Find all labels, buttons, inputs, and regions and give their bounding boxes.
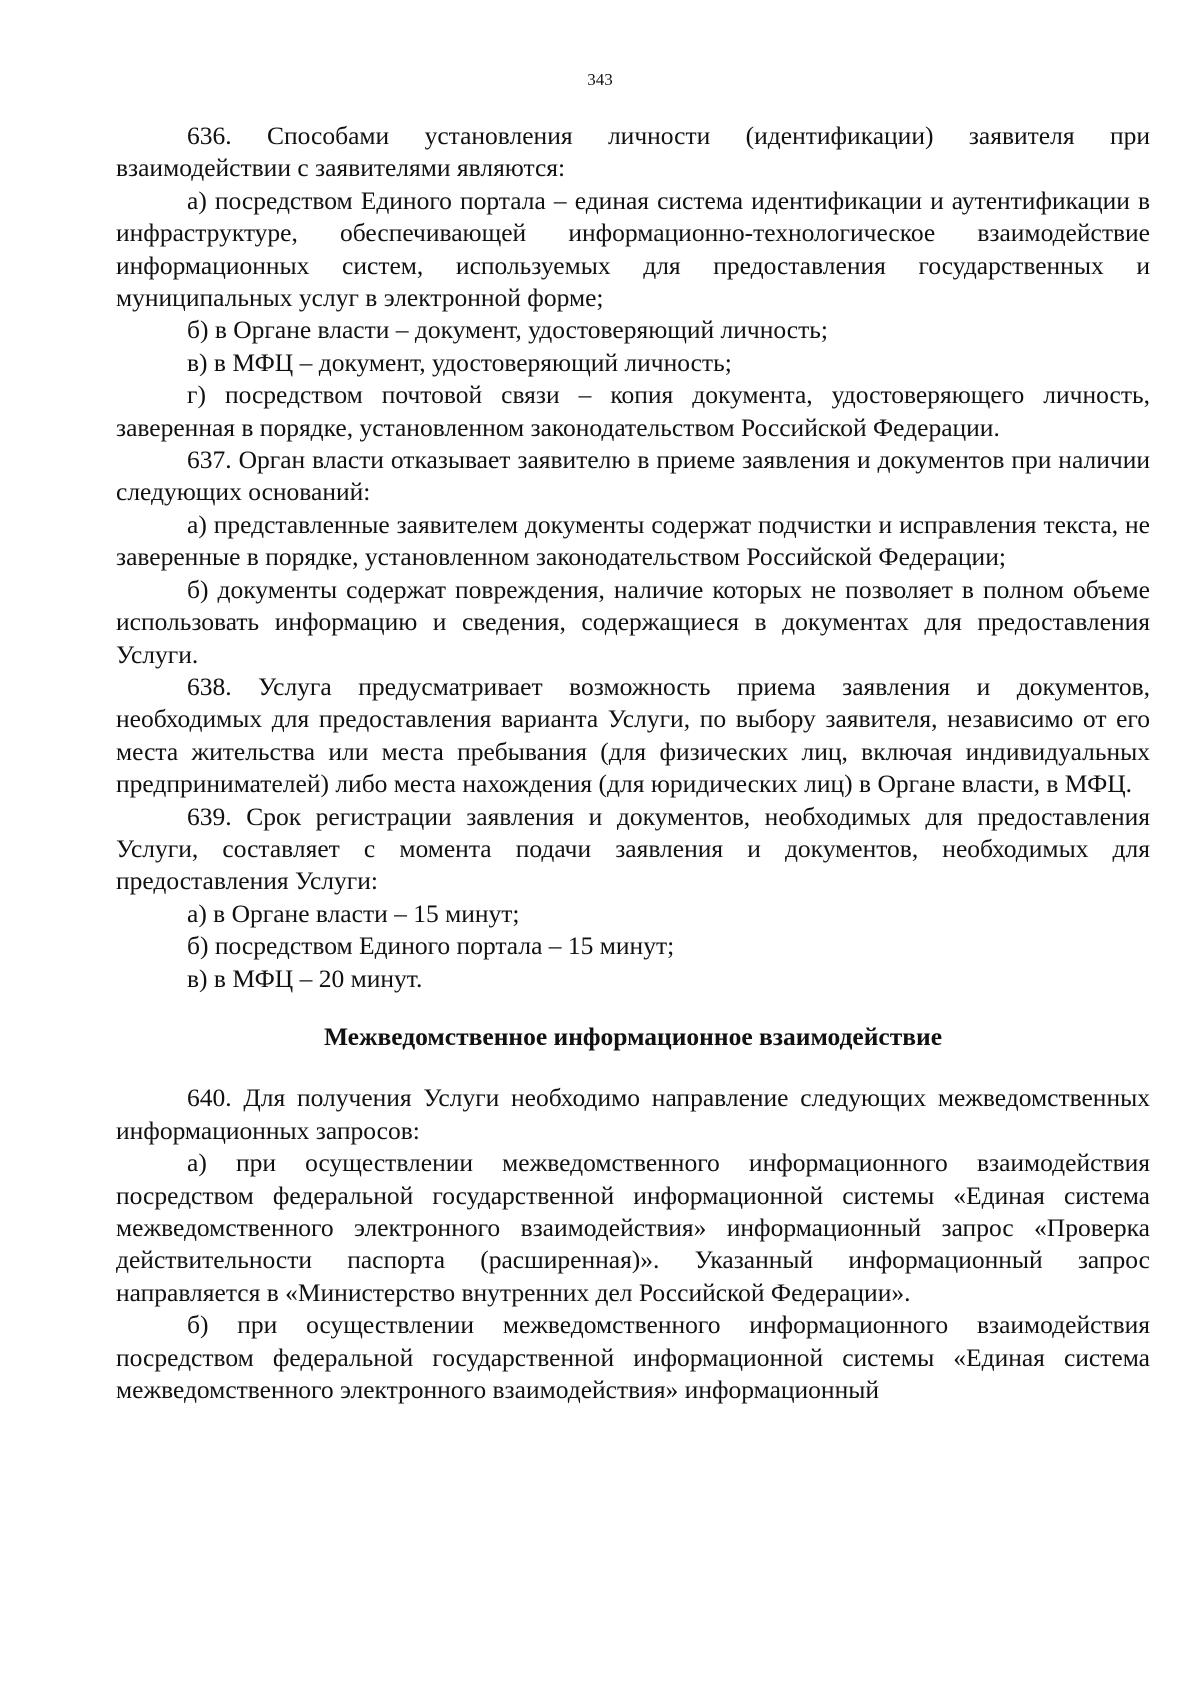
paragraph-636-a: а) посредством Единого портала – единая система идентификации и аутентификации в инфраструктуре, обеспечивающей информационно-технологическое взаимодействие информационных систем, используемых для предоставления государственных и муниципальных услуг в электронной форме; xyxy=(116,185,1150,313)
paragraph-639-b: б) посредством Единого портала – 15 минут; xyxy=(187,931,675,961)
paragraph-636-v: в) в МФЦ – документ, удостоверяющий личность; xyxy=(187,347,732,377)
paragraph-637-b: б) документы содержат повреждения, наличие которых не позволяет в полном объеме использовать информацию и сведения, содержащиеся в документах для предоставления Услуги. xyxy=(116,574,1150,669)
section-heading: Межведомственное информационное взаимодействие xyxy=(323,1021,943,1051)
paragraph-636-g: г) посредством почтовой связи – копия документа, удостоверяющего личность, заверенная в порядке, установленном законодательством Российской Федерации. xyxy=(116,380,1150,442)
paragraph-636: 636. Способами установления личности (идентификации) заявителя при взаимодействии с заявителями являются: xyxy=(116,121,1150,183)
page-number: 343 xyxy=(587,70,613,89)
paragraph-637: 637. Орган власти отказывает заявителю в приеме заявления и документов при наличии следующих оснований: xyxy=(116,445,1150,507)
paragraph-638: 638. Услуга предусматривает возможность приема заявления и документов, необходимых для предоставления варианта Услуги, по выбору заявителя, независимо от его места жительства или места пребывания (для физических лиц, включая индивидуальных предпринимателей) либо места нахождения (для юридических лиц) в Органе власти, в МФЦ. xyxy=(116,671,1150,799)
paragraph-639: 639. Срок регистрации заявления и документов, необходимых для предоставления Услуги, составляет с момента подачи заявления и документов, необходимых для предоставления Услуги: xyxy=(116,801,1150,896)
paragraph-640-b: б) при осуществлении межведомственного информационного взаимодействия посредством федеральной государственной информационной системы «Единая система межведомственного электронного взаимодействия» информационный xyxy=(116,1310,1150,1405)
paragraph-636-b: б) в Органе власти – документ, удостоверяющий личность; xyxy=(187,315,828,345)
document-body xyxy=(116,120,1150,1406)
paragraph-640: 640. Для получения Услуги необходимо направление следующих межведомственных информационных запросов: xyxy=(116,1083,1150,1145)
paragraph-639-v: в) в МФЦ – 20 минут. xyxy=(187,963,423,993)
paragraph-639-a: а) в Органе власти – 15 минут; xyxy=(187,898,520,928)
paragraph-637-a: а) представленные заявителем документы содержат подчистки и исправления текста, не заверенные в порядке, установленном законодательством Российской Федерации; xyxy=(116,509,1150,572)
paragraph-640-a: а) при осуществлении межведомственного информационного взаимодействия посредством федеральной государственной информационной системы «Единая система межведомственного электронного взаимодействия» информационный запрос «Проверка действительности паспорта (расширенная)». Указанный информационный запрос направляется в «Министерство внутренних дел Российской Федерации». xyxy=(116,1148,1150,1307)
